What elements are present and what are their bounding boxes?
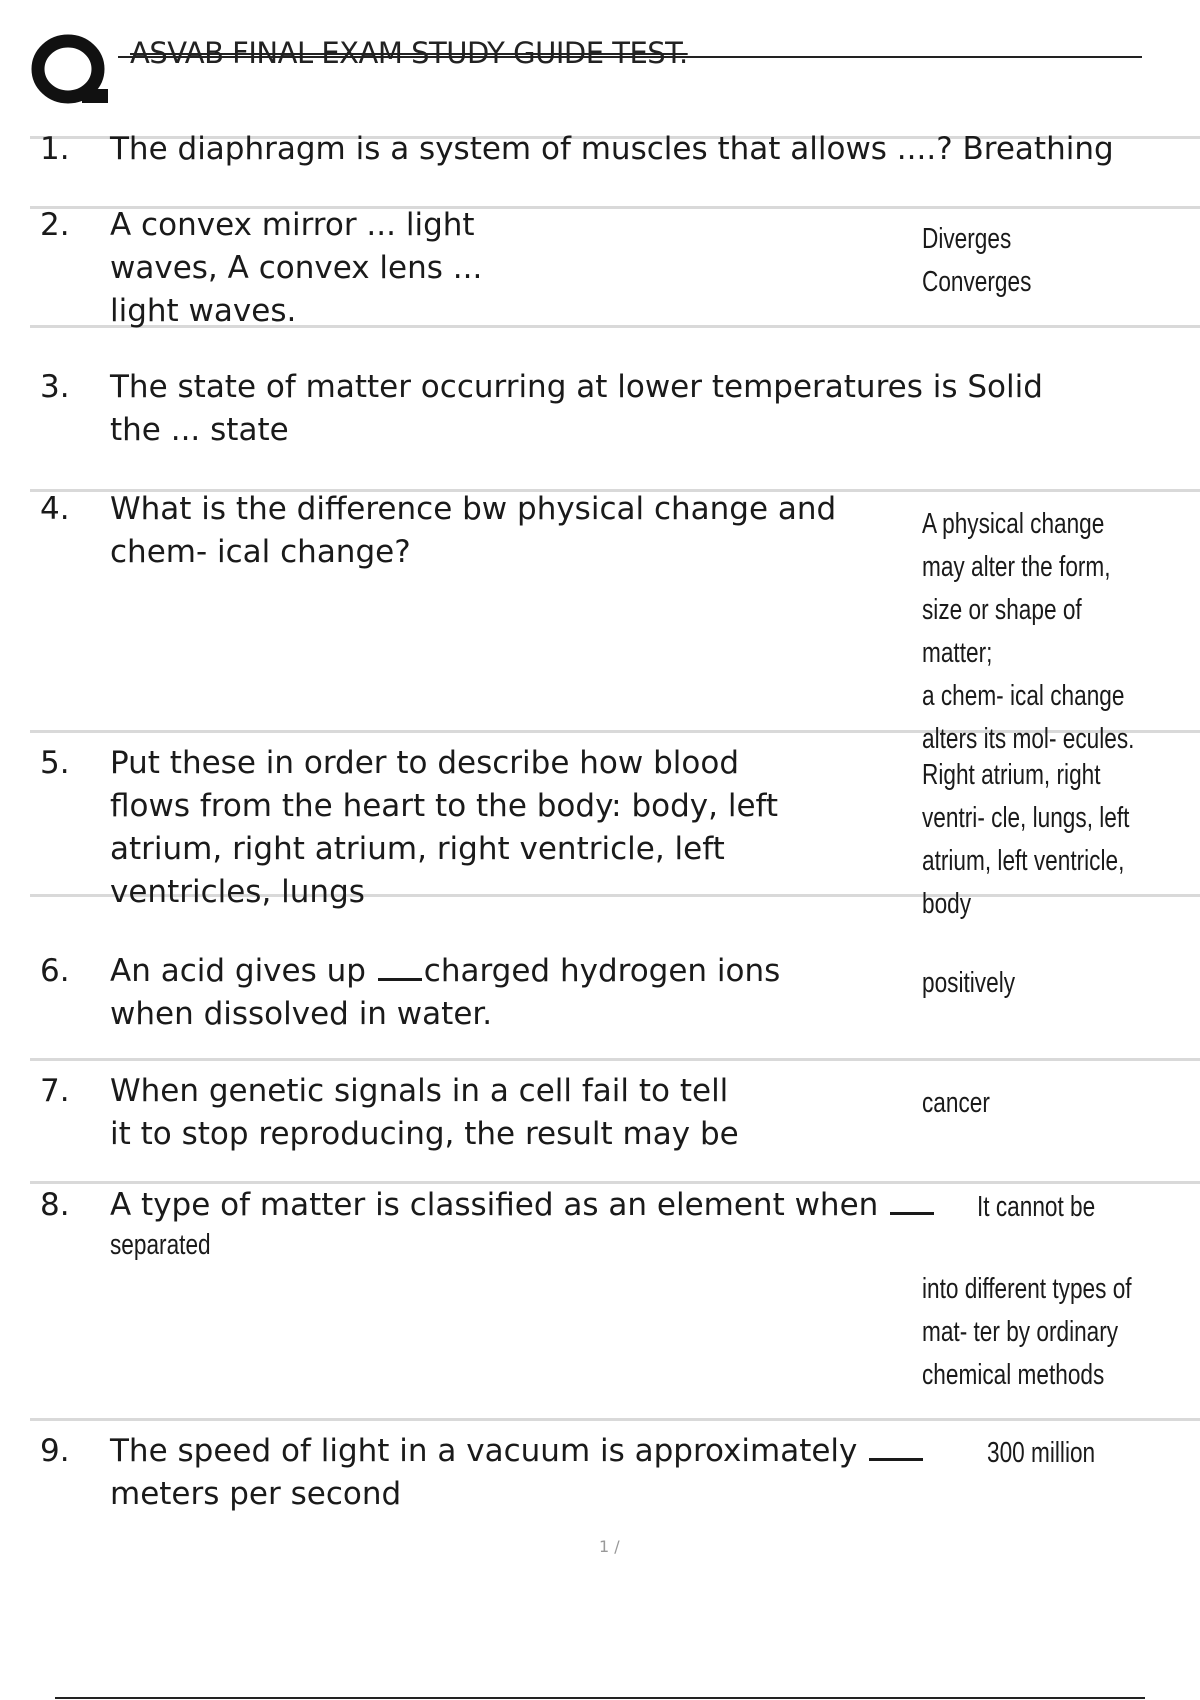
answer-text: positively bbox=[922, 967, 1016, 999]
question-number: 5. bbox=[40, 745, 70, 781]
question-number: 9. bbox=[40, 1433, 70, 1469]
document-title: ASVAB FINAL EXAM STUDY GUIDE TEST. bbox=[130, 36, 688, 70]
question-number: 7. bbox=[40, 1073, 70, 1109]
answer-text: Right atrium, right ventri- cle, lungs, left atrium, left ventricle, body bbox=[922, 759, 1130, 920]
separator bbox=[30, 1058, 1200, 1061]
question-text: The state of matter occurring at lower temperatures is Solid the ... state bbox=[110, 369, 1043, 448]
question-text bbox=[110, 1430, 925, 1473]
answer-text-inline: It cannot be bbox=[977, 1191, 1096, 1223]
footer-rule bbox=[55, 1697, 1145, 1699]
question-text-part: A type of matter is classified as an element when bbox=[110, 1187, 879, 1223]
answer-blank bbox=[378, 978, 422, 981]
question-text: The diaphragm is a system of muscles that allows ....? Breathing bbox=[110, 131, 1114, 167]
question-number: 6. bbox=[40, 953, 70, 989]
question-text: When genetic signals in a cell fail to tell it to stop reproducing, the result may be bbox=[110, 1073, 739, 1152]
question-text-part: The speed of light in a vacuum is approximately bbox=[110, 1433, 868, 1469]
question-number: 3. bbox=[40, 369, 70, 405]
answer-text: Diverges Converges bbox=[922, 223, 1032, 298]
answer-text: cancer bbox=[922, 1087, 990, 1119]
question-text-part: An acid gives up bbox=[110, 953, 376, 989]
answer-text: into different types of mat- ter by ordinary chemical methods bbox=[922, 1273, 1132, 1391]
question-number: 4. bbox=[40, 491, 70, 527]
answer-blank bbox=[890, 1212, 934, 1215]
question-text bbox=[110, 950, 780, 1036]
question-number: 2. bbox=[40, 207, 70, 243]
answer-blank bbox=[869, 1458, 923, 1461]
answer-text: A physical change may alter the form, size or shape of matter; a chem- ical change alters its mol- ecules. bbox=[922, 508, 1135, 755]
answer-text-continued: separated bbox=[110, 1229, 211, 1261]
question-number: 8. bbox=[40, 1187, 70, 1223]
answer-text-inline: 300 million bbox=[987, 1437, 1096, 1469]
separator bbox=[30, 1418, 1200, 1421]
question-text bbox=[110, 1184, 936, 1227]
question-text-continued: meters per second bbox=[110, 1476, 402, 1512]
question-text-part: charged hydrogen ions when dissolved in water. bbox=[110, 953, 781, 1032]
question-number: 1. bbox=[40, 131, 70, 167]
page-number: 1 / bbox=[599, 1537, 620, 1556]
question-text: Put these in order to describe how blood flows from the heart to the body: body, left atrium, right atrium, right ventricle, left ventricles, lungs bbox=[110, 745, 779, 910]
question-text: A convex mirror ... light waves, A convex lens ... light waves. bbox=[110, 207, 483, 329]
quizlet-logo-icon bbox=[30, 33, 112, 109]
question-text: What is the difference bw physical change and chem- ical change? bbox=[110, 491, 837, 570]
